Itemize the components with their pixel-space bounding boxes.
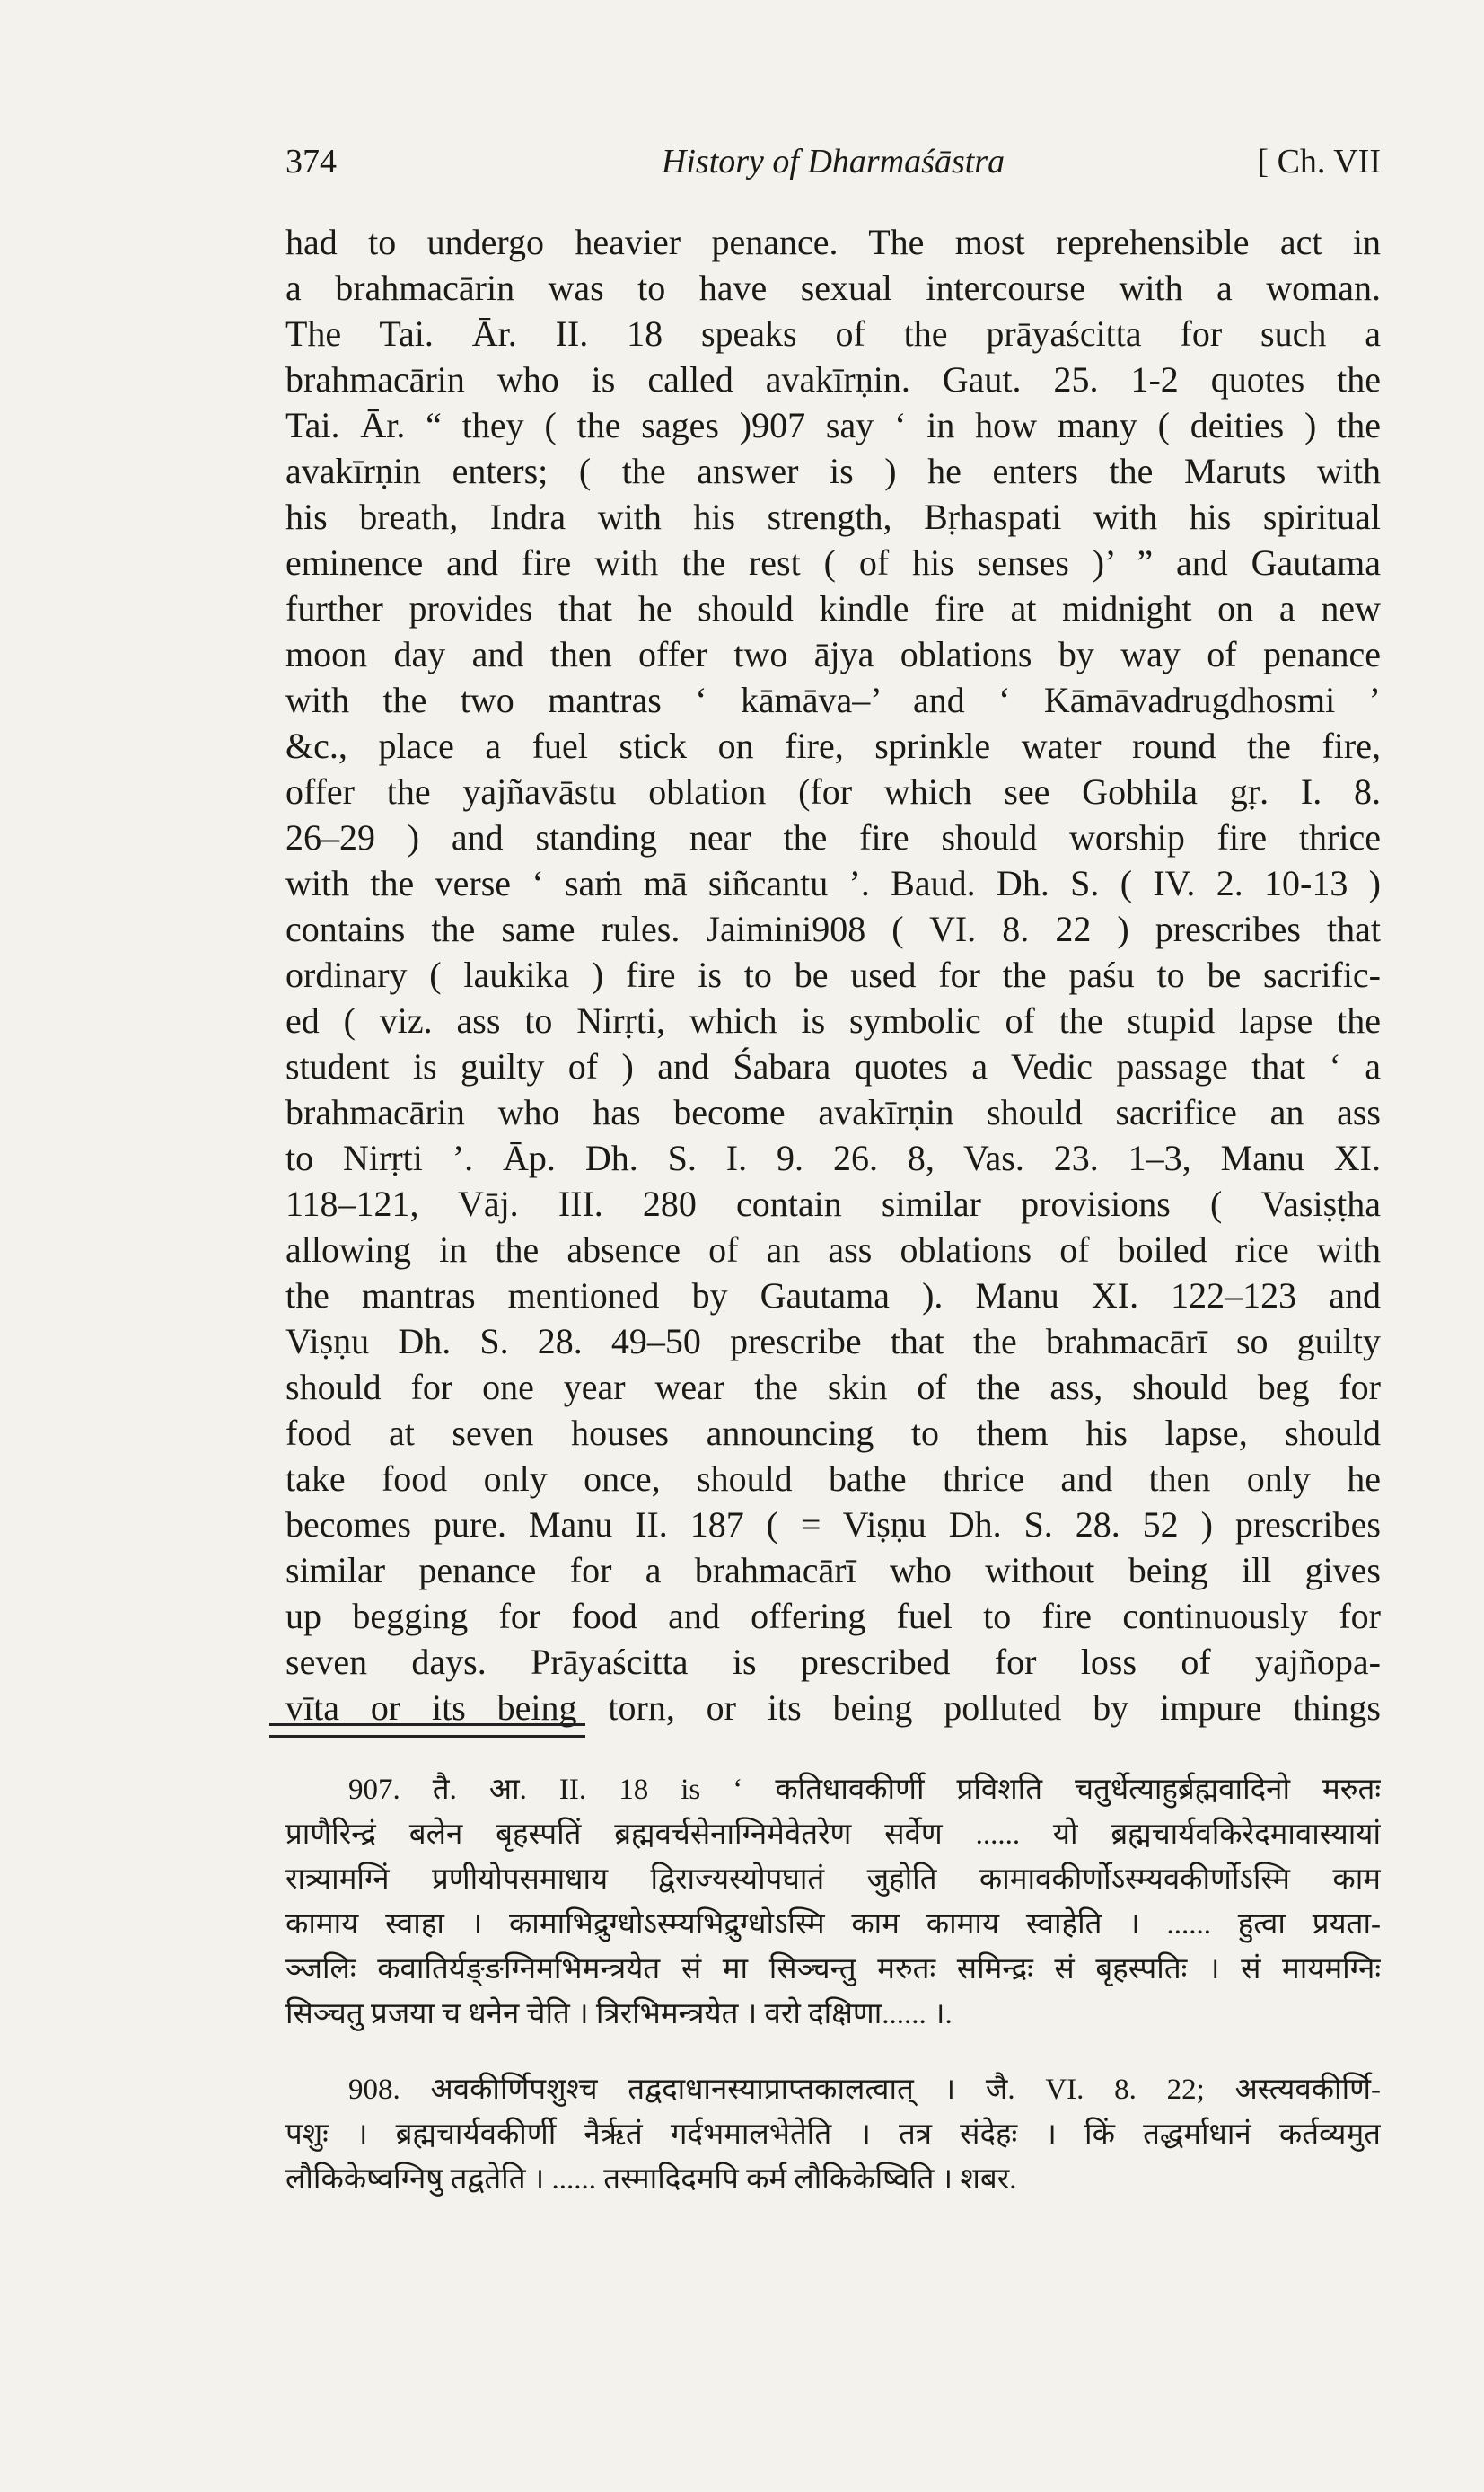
text-line: a brahmacārin was to have sexual intercourse with a woman. bbox=[285, 268, 1381, 308]
text-line: the mantras mentioned by Gautama ). Manu XI. 122–123 and bbox=[285, 1275, 1381, 1316]
text-line: 118–121, Vāj. III. 280 contain similar provisions ( Vasiṣṭha bbox=[285, 1184, 1381, 1224]
footnote-line: सिञ्चतु प्रजया च धनेन चेति । त्रिरभिमन्त्रयेत । वरो दक्षिणा...... ।. bbox=[285, 1998, 953, 2030]
footnote-separator-rule bbox=[269, 1735, 585, 1738]
text-line: moon day and then offer two ājya oblations by way of penance bbox=[285, 634, 1381, 674]
text-line: The Tai. Ār. II. 18 speaks of the prāyaścitta for such a bbox=[285, 313, 1381, 354]
text-line: with the verse ‘ saṁ mā siñcantu ’. Baud. Dh. S. ( IV. 2. 10-13 ) bbox=[285, 863, 1381, 903]
footnote-separator-rule bbox=[269, 1723, 585, 1726]
footnote-line: 908. अवकीर्णिपशुश्च तद्वदाधानस्याप्राप्तकालत्वात् । जै. VI. 8. 22; अस्त्यवकीर्णि- bbox=[348, 2074, 1381, 2106]
text-line: allowing in the absence of an ass oblations of boiled rice with bbox=[285, 1229, 1381, 1270]
text-line: &c., place a fuel stick on fire, sprinkle water round the fire, bbox=[285, 726, 1381, 766]
text-line: becomes pure. Manu II. 187 ( = Viṣṇu Dh. S. 28. 52 ) prescribes bbox=[285, 1504, 1381, 1545]
text-line: offer the yajñavāstu oblation (for which see Gobhila gṛ. I. 8. bbox=[285, 771, 1381, 812]
text-line: take food only once, should bathe thrice and then only he bbox=[285, 1458, 1381, 1499]
chapter-label: [ Ch. VII bbox=[1257, 143, 1381, 181]
text-line: his breath, Indra with his strength, Bṛhaspati with his spiritual bbox=[285, 497, 1381, 537]
footnote-line: कामाय स्वाहा । कामाभिद्रुग्धोऽस्म्यभिद्रुग्धोऽस्मि काम कामाय स्वाहेति । ...... हुत्वा प्रयता- bbox=[285, 1908, 1381, 1941]
text-line: up begging for food and offering fuel to fire continuously for bbox=[285, 1596, 1381, 1636]
text-line: contains the same rules. Jaimini908 ( VI. 8. 22 ) prescribes that bbox=[285, 909, 1381, 949]
text-line: vīta or its being torn, or its being polluted by impure things bbox=[285, 1687, 1381, 1728]
text-line: ed ( viz. ass to Nirṛti, which is symbolic of the stupid lapse the bbox=[285, 1000, 1381, 1041]
text-line: Viṣṇu Dh. S. 28. 49–50 prescribe that the brahmacārī so guilty bbox=[285, 1321, 1381, 1361]
main-text bbox=[285, 219, 1381, 1730]
page-number: 374 bbox=[285, 143, 337, 181]
footnote-line: प्राणैरिन्द्रं बलेन बृहस्पतिं ब्रह्मवर्चसेनाग्निमेवेतरेण सर्वेण ...... यो ब्रह्मचार्यवकिरेदमावास्यायां bbox=[285, 1818, 1381, 1851]
running-title: History of Dharmaśāstra bbox=[661, 143, 1005, 181]
text-line: Tai. Ār. “ they ( the sages )907 say ‘ in how many ( deities ) the bbox=[285, 405, 1381, 445]
footnote-908 bbox=[285, 2067, 1381, 2202]
text-line: food at seven houses announcing to them his lapse, should bbox=[285, 1413, 1381, 1453]
footnote-line: 907. तै. आ. II. 18 is ‘ कतिधावकीर्णी प्रविशति चतुर्धेत्याहुर्ब्रह्मवादिनो मरुतः bbox=[348, 1774, 1381, 1806]
page-header bbox=[285, 135, 1381, 189]
text-line: further provides that he should kindle fire at midnight on a new bbox=[285, 588, 1381, 629]
text-line: with the two mantras ‘ kāmāva–’ and ‘ Kāmāvadrugdhosmi ’ bbox=[285, 680, 1381, 720]
footnote-line: रात्र्यामग्निं प्रणीयोपसमाधाय द्विराज्यस्योपघातं जुहोति कामावकीर्णोऽस्म्यवकीर्णोऽस्मि काम bbox=[285, 1863, 1381, 1896]
text-line: student is guilty of ) and Śabara quotes a Vedic passage that ‘ a bbox=[285, 1046, 1381, 1087]
text-line: had to undergo heavier penance. The most reprehensible act in bbox=[285, 222, 1381, 262]
text-line: ordinary ( laukika ) fire is to be used for the paśu to be sacrific- bbox=[285, 955, 1381, 995]
footnote-907 bbox=[285, 1767, 1381, 2037]
text-line: brahmacārin who is called avakīrṇin. Gaut. 25. 1-2 quotes the bbox=[285, 359, 1381, 400]
text-line: eminence and fire with the rest ( of his senses )’ ” and Gautama bbox=[285, 542, 1381, 583]
footnote-line: पशुः । ब्रह्मचार्यवकीर्णी नैर्ऋतं गर्दभमालभेतेति । तत्र संदेहः । किं तद्धर्माधानं कर्तव्यमुत bbox=[285, 2118, 1381, 2151]
footnotes bbox=[285, 1767, 1381, 2232]
footnote-line: ञ्जलिः कवातिर्यङ्ङग्निमभिमन्त्रयेत सं मा सिञ्चन्तु मरुतः समिन्द्रः सं बृहस्पतिः । सं मायमग्निः bbox=[285, 1953, 1381, 1986]
text-line: seven days. Prāyaścitta is prescribed for loss of yajñopa- bbox=[285, 1642, 1381, 1682]
text-line: avakīrṇin enters; ( the answer is ) he enters the Maruts with bbox=[285, 451, 1381, 491]
text-line: should for one year wear the skin of the ass, should beg for bbox=[285, 1367, 1381, 1407]
text-line: 26–29 ) and standing near the fire should worship fire thrice bbox=[285, 817, 1381, 858]
footnote-line: लौकिकेष्वग्निषु तद्वतेति । ...... तस्मादिदमपि कर्म लौकिकेष्विति । शबर. bbox=[285, 2163, 1017, 2196]
text-line: brahmacārin who has become avakīrṇin should sacrifice an ass bbox=[285, 1092, 1381, 1132]
text-line: similar penance for a brahmacārī who without being ill gives bbox=[285, 1550, 1381, 1590]
text-line: to Nirṛti ’. Āp. Dh. S. I. 9. 26. 8, Vas. 23. 1–3, Manu XI. bbox=[285, 1138, 1381, 1178]
